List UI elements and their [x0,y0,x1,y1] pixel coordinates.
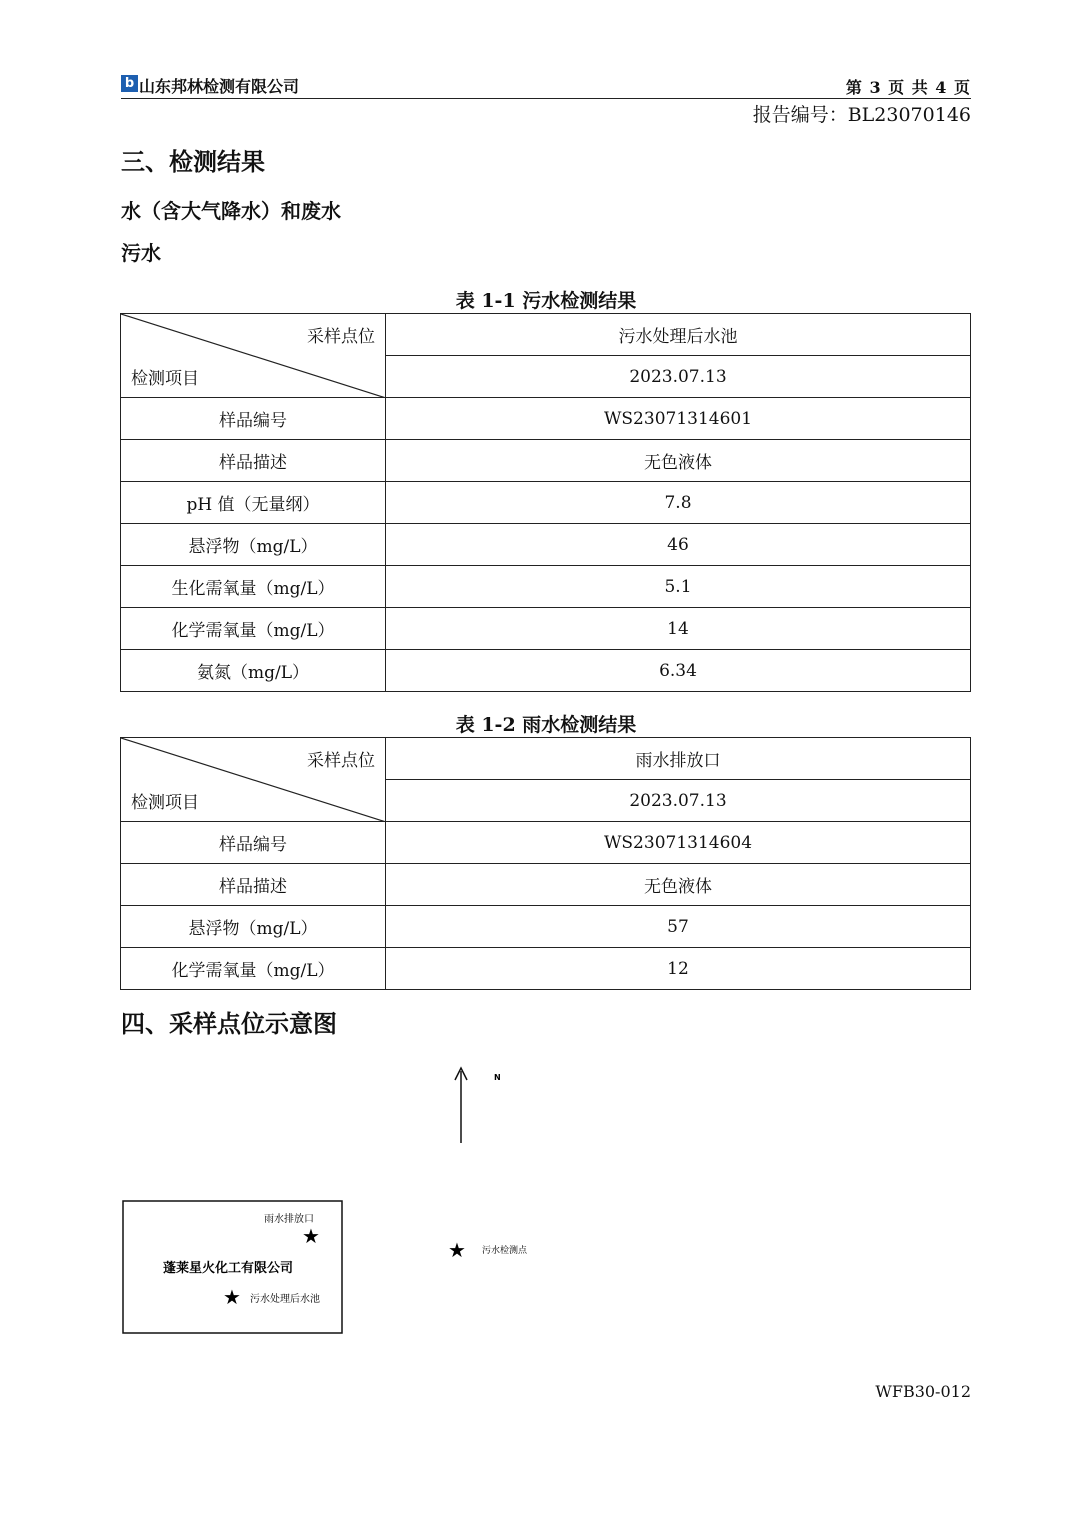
north-label: N [494,1073,501,1082]
north-arrow [455,1068,467,1143]
report-number: 报告编号：BL23070146 [752,104,971,126]
section-4-title: 四、采样点位示意图 [121,1010,337,1038]
header-test-item: 检测项目 [131,369,199,389]
star-icon: ★ [448,1238,466,1262]
row-value: 57 [386,906,971,948]
row-value: 5.1 [386,566,971,608]
sewage-pool-label: 污水处理后水池 [250,1294,320,1305]
row-label: 样品编号 [121,822,386,864]
row-value: 无色液体 [386,864,971,906]
form-code: WFB30-012 [875,1382,971,1401]
row-label: 悬浮物（mg/L） [121,906,386,948]
row-label: 样品编号 [121,398,386,440]
header-sampling-point: 采样点位 [307,327,375,347]
rain-outlet-label: 雨水排放口 [264,1214,314,1225]
section-3-title: 三、检测结果 [121,148,265,176]
star-icon: ★ [223,1285,241,1309]
row-label: 悬浮物（mg/L） [121,524,386,566]
row-label: 生化需氧量（mg/L） [121,566,386,608]
category-heading: 水（含大气降水）和废水 [121,199,341,223]
star-icon: ★ [302,1224,320,1248]
location-cell: 污水处理后水池 [386,314,971,356]
row-label: 化学需氧量（mg/L） [121,608,386,650]
subcategory-heading: 污水 [121,241,161,265]
date-cell: 2023.07.13 [386,780,971,822]
row-value: 14 [386,608,971,650]
legend-label: 污水检测点 [482,1246,528,1256]
row-value: 12 [386,948,971,990]
row-value: 46 [386,524,971,566]
header-test-item: 检测项目 [131,793,199,813]
row-value: WS23071314601 [386,398,971,440]
plant-company-name: 蓬莱星火化工有限公司 [163,1261,294,1276]
table-2-caption: 表 1-2 雨水检测结果 [455,714,637,736]
row-label: pH 值（无量纲） [121,482,386,524]
row-label: 样品描述 [121,864,386,906]
row-value: 7.8 [386,482,971,524]
header-sampling-point: 采样点位 [307,751,375,771]
date-cell: 2023.07.13 [386,356,971,398]
row-label: 化学需氧量（mg/L） [121,948,386,990]
table-1-caption: 表 1-1 污水检测结果 [455,290,637,312]
row-value: 6.34 [386,650,971,692]
page-info: 第 3 页 共 4 页 [845,78,971,97]
row-value: 无色液体 [386,440,971,482]
row-label: 样品描述 [121,440,386,482]
row-value: WS23071314604 [386,822,971,864]
company-name: 山东邦林检测有限公司 [139,77,300,96]
company-logo: b [121,75,138,92]
row-label: 氨氮（mg/L） [121,650,386,692]
location-cell: 雨水排放口 [386,738,971,780]
